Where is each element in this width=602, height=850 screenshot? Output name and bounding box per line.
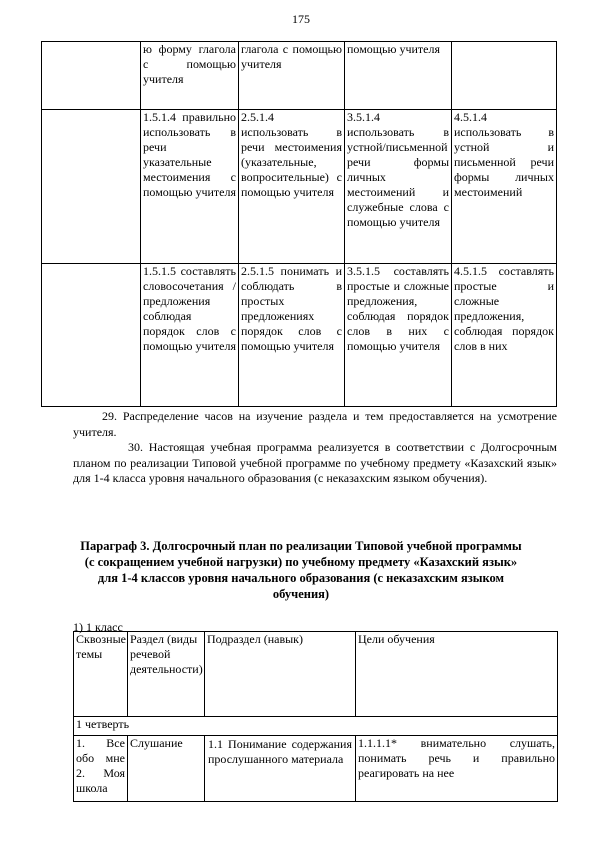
table-cell — [42, 264, 141, 407]
quarter-label: 1 четверть — [74, 717, 558, 736]
grade-subheading: 1) 1 класс — [73, 620, 123, 634]
paragraph-29: 29. Распределение часов на изучение раздела и тем предоставляется на усмотрение учителя. — [73, 409, 557, 439]
table-cell: 1.1.1.1* внимательно слушать, понимать речь и правильно реагировать на нее — [356, 736, 558, 802]
table-cell — [452, 42, 557, 110]
table-row — [74, 736, 558, 802]
table-cell: 1.1 Понимание содержания прослушанного материала — [205, 736, 356, 802]
table-row — [42, 42, 557, 110]
section-heading: Параграф 3. Долгосрочный план по реализации Типовой учебной программы (с сокращением учебной нагрузки) по учебному предмету «Казахский язык» для 1-4 классов уровня начального образования (с неказахским языком обучения) — [80, 539, 522, 601]
table-cell — [42, 110, 141, 264]
table-cell — [42, 42, 141, 110]
table-cell: помощью учителя — [345, 42, 452, 110]
table-row — [42, 264, 557, 407]
learning-goals-table — [41, 41, 557, 407]
page-number: 175 — [292, 12, 310, 26]
table-cell: 1. Все обо мне 2. Моя школа — [74, 736, 128, 802]
quarter-row — [74, 717, 558, 736]
table-cell: 1.5.1.5 составлять словосочетания /предложения соблюдая порядок слов с помощью учителя — [141, 264, 239, 407]
table-cell: 2.5.1.5 понимать и соблюдать в простых предложениях порядок слов с помощью учителя — [239, 264, 345, 407]
column-header: Цели обучения — [356, 632, 558, 717]
table-cell: 3.5.1.5 составлять простые и сложные предложения, соблюдая порядок слов в них с помощью учителя — [345, 264, 452, 407]
table-cell: 2.5.1.4 использовать в речи местоимения (указательные, вопросительные) с помощью учителя — [239, 110, 345, 264]
table-header-row — [74, 632, 558, 717]
column-header: Сквозные темы — [74, 632, 128, 717]
table-cell: 4.5.1.4 использовать в устной и письменной речи формы личных местоимений — [452, 110, 557, 264]
column-header: Подраздел (навык) — [205, 632, 356, 717]
table-cell: 3.5.1.4 использовать в устной/письменной речи формы личных местоимений и служебные слова с помощью учителя — [345, 110, 452, 264]
table-cell: 4.5.1.5 составлять простые и сложные предложения, соблюдая порядок слов в них — [452, 264, 557, 407]
column-header: Раздел (виды речевой деятельности) — [128, 632, 205, 717]
table-row — [42, 110, 557, 264]
table-cell: ю форму глагола с помощью учителя — [141, 42, 239, 110]
long-term-plan-table — [73, 631, 558, 802]
table-cell: 1.5.1.4 правильно использовать в речи указательные местоимения с помощью учителя — [141, 110, 239, 264]
table-cell: Слушание — [128, 736, 205, 802]
paragraph-30: 30. Настоящая учебная программа реализуется в соответствии с Долгосрочным планом по реализации Типовой учебной программе по учебному предмету «Казахский язык» для 1-4 класса уровня начального образования (с неказахским языком обучения). — [73, 440, 557, 485]
table-cell: глагола с помощью учителя — [239, 42, 345, 110]
